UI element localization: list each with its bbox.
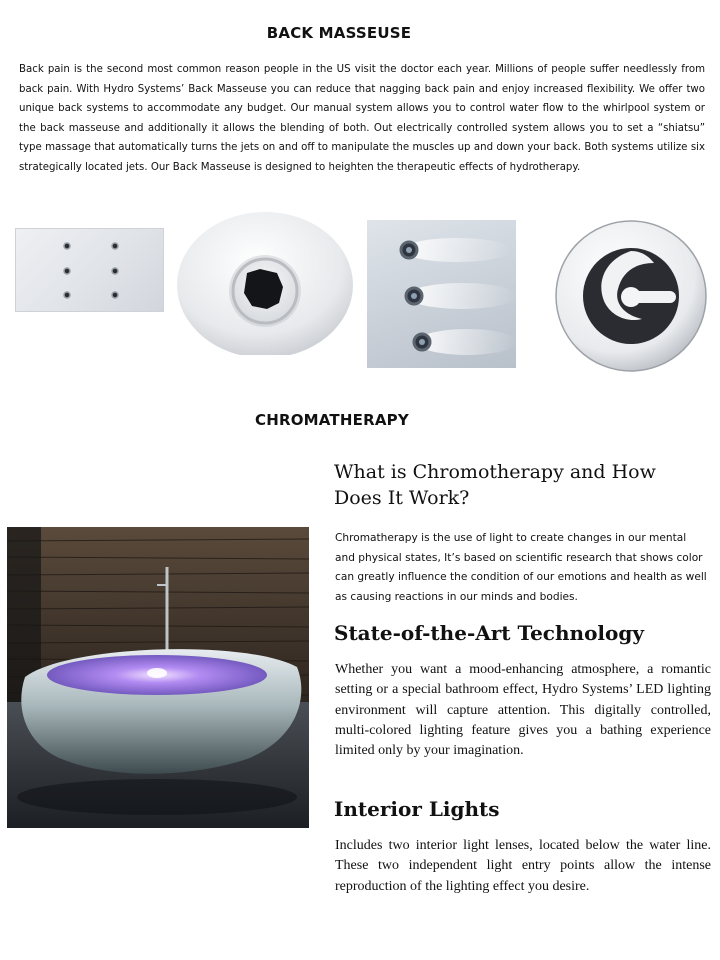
back-masseuse-heading: BACK MASSEUSE [266,24,412,42]
interior-lights-body: Includes two interior light lenses, located below the water line. These two independent light entry points allow the intense reproduction of the lighting effect you desire. [335,838,711,894]
technology-body: Whether you want a mood-enhancing atmosphere, a romantic setting or a special bathroom effect, Hydro Systems’ LED lighting environment will capture attention. This digitally controlled, multi-colored lighting feature gives you a bathing experience limited only by your imagination. [335,662,711,759]
interior-lights-title: Interior Lights [334,797,500,821]
jet-swirl-closeup-image [554,219,709,374]
chromotherapy-question-title: What is Chromotherapy and How Does It Work? [334,461,656,509]
six-jet-panel-image [15,228,164,312]
freestanding-tub-graphic [7,527,309,828]
jet-closeup-image [176,207,354,355]
jet-swirl-graphic [554,219,709,374]
chromatherapy-heading: CHROMATHERAPY [255,411,409,429]
back-masseuse-body: Back pain is the second most common reason people in the US visit the doctor each year. Millions of people suffer needlessly from back pain. With Hydro Systems’ Back Masseuse you can reduce that nagging back pain and enjoy increased flexibility. We offer two unique back systems to accommodate any budget. Our manual system allows you to control water flow to the whirlpool system or the back masseuse and additionally it allows the blending of both. Out electrically controlled system allows you to set a “shiatsu” type massage that automatically turns the jets on and off to manipulate the muscles up and down your back. Both systems utilize six strategically located jets. Our Back Masseuse is designed to heighten the therapeutic effects of hydrotherapy. [19,64,705,173]
jet-closeup-graphic [176,207,354,355]
jets-spraying-graphic [367,220,516,368]
jets-spraying-image [367,220,516,368]
chromatherapy-intro: Chromatherapy is the use of light to create changes in our mental and physical states, It’s based on scientific research that shows color can greatly influence the condition of our emotions and health as well as causing reactions in our minds and bodies. [335,532,707,603]
jet-dots-graphic [16,229,164,312]
technology-title: State-of-the-Art Technology [334,621,644,645]
tub-photo [7,527,309,828]
